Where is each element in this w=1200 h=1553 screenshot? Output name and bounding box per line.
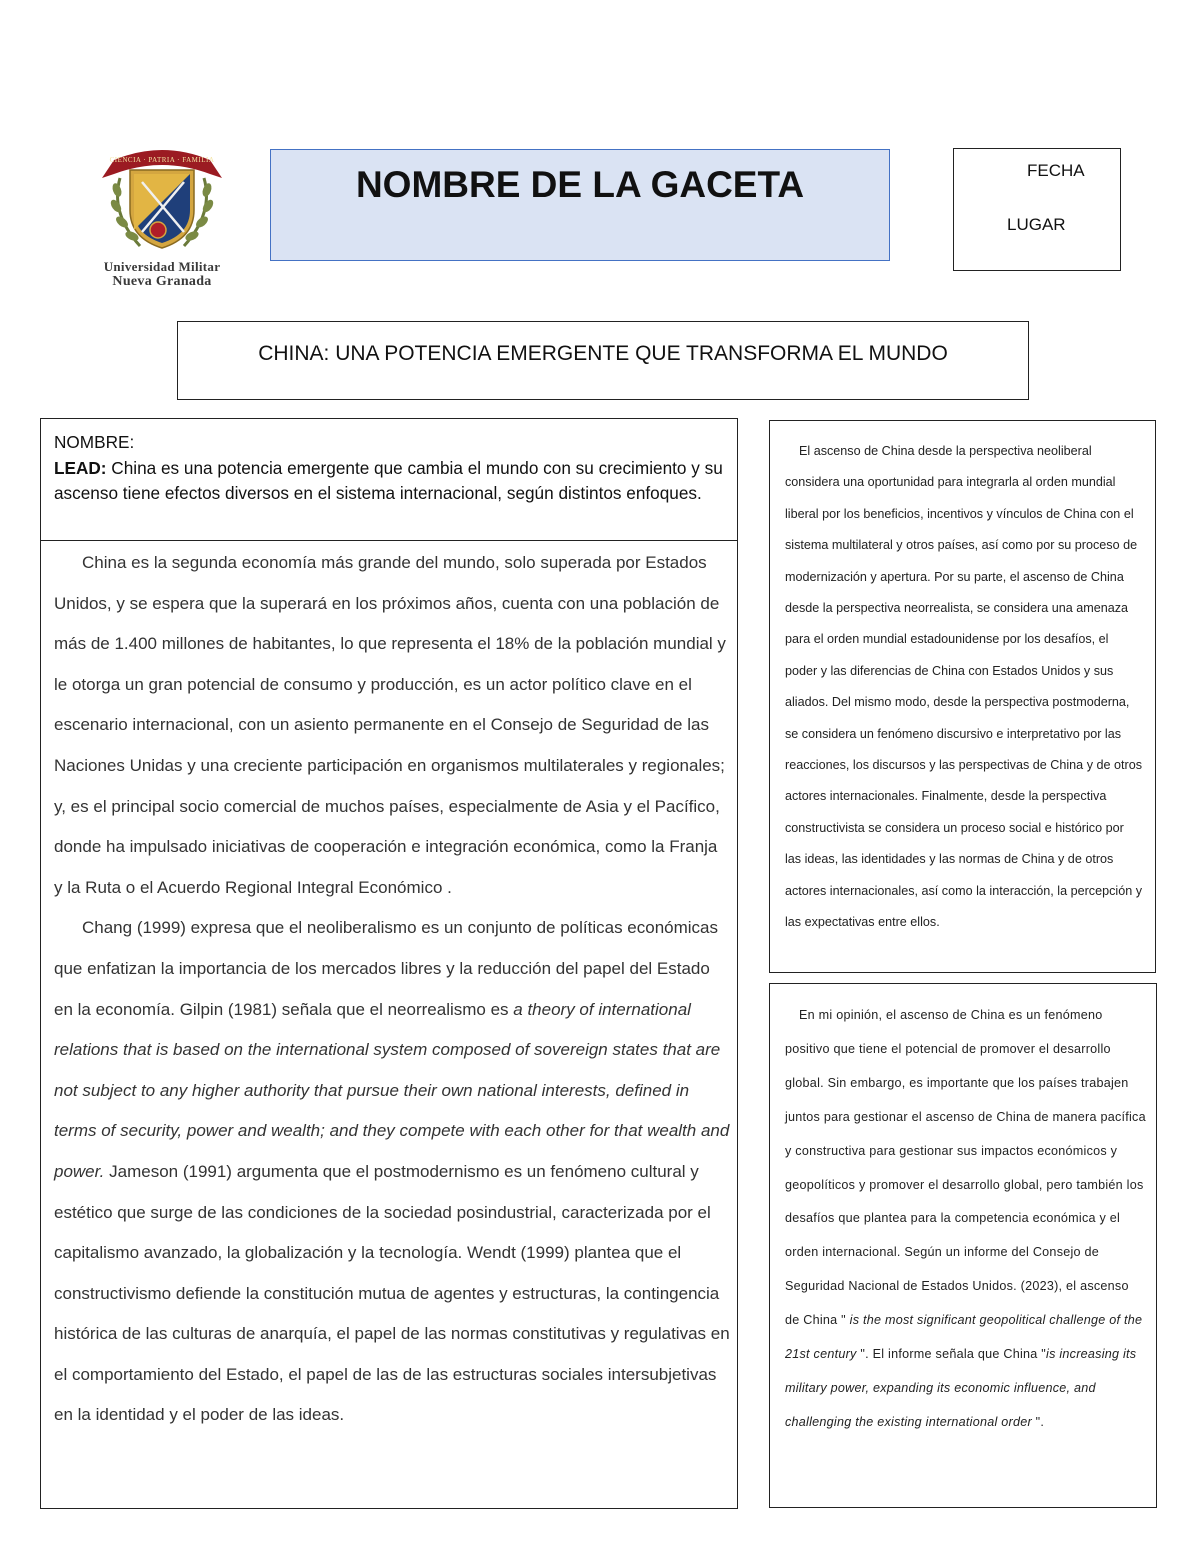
perspectives-text: El ascenso de China desde la perspectiva neoliberal considera una oportunidad para integrarla al orden mundial liberal por los beneficios, incentivos y vínculos de China con el sistema multilateral y otros países, así como por su proceso de modernización y apertura. Por su parte, el ascenso de China desde la perspectiva neorrealista, se considera una amenaza para el orden mundial estadounidense por los desafíos, el poder y las diferencias de China con Estados Unidos y sus aliados. Del mismo modo, desde la perspectiva postmoderna, se considera un fenómeno discursivo e interpretativo por las reacciones, los discursos y las perspectivas de China y de otros actores internacionales. Finalmente, desde la perspectiva constructivista se considera un proceso social e histórico por las ideas, las identidades y las normas de China y de otros actores internacionales, así como la interacción, la percepción y las expectativas entre ellos. xyxy=(785,444,1143,930)
opinion-box xyxy=(769,983,1157,1508)
headline: CHINA: UNA POTENCIA EMERGENTE QUE TRANSFORMA EL MUNDO xyxy=(258,342,948,365)
body-paragraph-2-end: Jameson (1991) argumenta que el postmodernismo es un fenómeno cultural y estético que surge de las condiciones de la sociedad posindustrial, caracterizada por el capitalismo avanzado, la globalización y la tecnología. Wendt (1999) plantea que el constructivismo defiende la constitución mutua de agentes y estructuras, la contingencia histórica de las culturas de anarquía, el papel de las normas constitutivas y regulativas en el comportamiento del Estado, el papel de las de las estructuras sociales intersubjetivas en la identidad y el poder de las ideas. xyxy=(54,1161,730,1425)
perspectives-box xyxy=(769,420,1156,973)
crest-icon xyxy=(100,138,224,258)
body-paragraph-2-start: Chang (1999) expresa que el neoliberalismo es un conjunto de políticas económicas que enfatizan la importancia de los mercados libres y la reducción del papel del Estado en la economía. Gilpin (1981) señala que el neorrealismo es xyxy=(54,918,718,1019)
article-body xyxy=(54,543,730,1436)
body-paragraph-1: China es la segunda economía más grande del mundo, solo superada por Estados Unidos, y se espera que la superará en los próximos años, cuenta con una población de más de 1.400 millones de habitantes, lo que representa el 18% de la población mundial y le otorga un gran potencial de consumo y producción, es un actor político clave en el escenario internacional, con un asiento permanente en el Consejo de Seguridad de las Naciones Unidas y una creciente participación en organismos multilaterales y regionales; y, es el principal socio comercial de muchos países, especialmente de Asia y el Pacífico, donde ha impulsado iniciativas de cooperación e integración económica, como la Franja y la Ruta o el Acuerdo Regional Integral Económico . xyxy=(54,553,726,897)
opinion-text-2: ". El informe señala que China " xyxy=(856,1347,1047,1362)
gilpin-quote: a theory of international relations that is based on the international system composed of sovereign states that are not subject to any higher authority that pursue their own national interests, defined in terms of security, power and wealth; and they compete with each other for that wealth and power. xyxy=(54,999,730,1181)
opinion-text-1: En mi opinión, el ascenso de China es un fenómeno positivo que tiene el potencial de promover el desarrollo global. Sin embargo, es importante que los países trabajen juntos para gestionar el ascenso de China de manera pacífica y constructiva para gestionar sus impactos económicos y geopolíticos y promover el desarrollo global, pero también los desafíos que plantea para la competencia económica y el orden internacional. Según un informe del Consejo de Seguridad Nacional de Estados Unidos. (2023), el ascenso de China " xyxy=(785,1008,1146,1328)
gazette-title: NOMBRE DE LA GACETA xyxy=(355,164,805,205)
lead-label: LEAD: xyxy=(54,457,107,478)
body-paragraph-2 xyxy=(54,908,730,1436)
lead-text: China es una potencia emergente que cambia el mundo con su crecimiento y su ascenso tiene efectos diversos en el sistema internacional, según distintos enfoques. xyxy=(54,457,723,503)
opinion-text xyxy=(785,999,1146,1440)
place-label: LUGAR xyxy=(1007,215,1066,234)
headline-box xyxy=(177,321,1029,400)
author-name-label: NOMBRE: xyxy=(54,432,135,452)
university-logo xyxy=(100,138,224,290)
opinion-quote-1: is the most significant geopolitical challenge of the 21st century xyxy=(785,1313,1143,1362)
logo-name-line2: Nueva Granada xyxy=(112,274,212,289)
lead-paragraph xyxy=(54,456,725,507)
main-article xyxy=(40,418,738,1509)
gazette-title-box xyxy=(270,149,890,261)
date-place-box xyxy=(953,148,1121,271)
opinion-text-3: ". xyxy=(1031,1414,1045,1429)
lead-section xyxy=(41,419,737,541)
logo-name-line1: Universidad Militar xyxy=(103,259,221,274)
date-label: FECHA xyxy=(1027,161,1085,180)
svg-text:CIENCIA · PATRIA · FAMILIA: CIENCIA · PATRIA · FAMILIA xyxy=(109,156,215,164)
opinion-quote-2: is increasing its military power, expanding its economic influence, and challenging the existing international order xyxy=(785,1347,1137,1429)
